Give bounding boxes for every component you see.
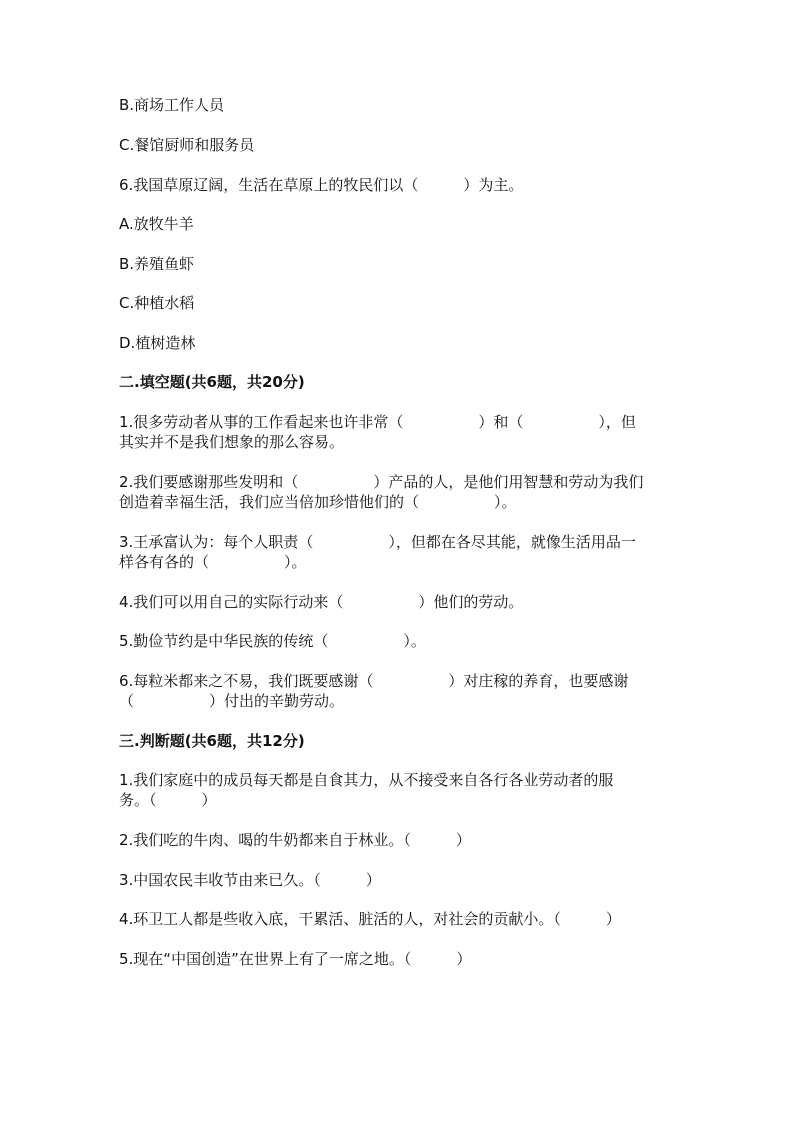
- option-5c: C.餐馆厨师和服务员: [119, 136, 255, 154]
- section-heading-true-false: 三.判断题(共6题，共12分): [119, 732, 305, 750]
- option-6c: C.种植水稻: [119, 294, 195, 312]
- fill-question-1-line-2: 其实并不是我们想象的那么容易。: [119, 433, 345, 451]
- tf-question-3: 3.中国农民丰收节由来已久。（ ）: [119, 871, 381, 889]
- tf-question-5: 5.现在“中国创造”在世界上有了一席之地。（ ）: [119, 950, 472, 968]
- option-6b: B.养殖鱼虾: [119, 255, 195, 273]
- fill-question-2-line-1: 2.我们要感谢那些发明和（ ）产品的人，是他们用智慧和劳动为我们: [119, 473, 644, 491]
- question-6: 6.我国草原辽阔，生活在草原上的牧民们以（ ）为主。: [119, 176, 524, 194]
- tf-question-2: 2.我们吃的牛肉、喝的牛奶都来自于林业。（ ）: [119, 831, 471, 849]
- tf-question-1-line-2: 务。（ ）: [119, 791, 217, 809]
- tf-question-4: 4.环卫工人都是些收入底，干累活、脏活的人，对社会的贡献小。（ ）: [119, 910, 621, 928]
- fill-question-3-line-2: 样各有各的（ ）。: [119, 553, 307, 571]
- fill-question-4: 4.我们可以用自己的实际行动来（ ）他们的劳动。: [119, 593, 524, 611]
- option-6d: D.植树造林: [119, 334, 196, 352]
- fill-question-2-line-2: 创造着幸福生活，我们应当倍加珍惜他们的（ ）。: [119, 493, 517, 511]
- fill-question-1-line-1: 1.很多劳动者从事的工作看起来也许非常（ ）和（ ），但: [119, 413, 636, 431]
- fill-question-6-line-1: 6.每粒米都来之不易，我们既要感谢（ ）对庄稼的养育，也要感谢: [119, 672, 629, 690]
- fill-question-3-line-1: 3.王承富认为：每个人职责（ ），但都在各尽其能，就像生活用品一: [119, 533, 636, 551]
- section-heading-fill-in: 二.填空题(共6题，共20分): [119, 373, 305, 391]
- fill-question-5: 5.勤俭节约是中华民族的传统（ ）。: [119, 632, 426, 650]
- option-6a: A.放牧牛羊: [119, 215, 194, 233]
- tf-question-1-line-1: 1.我们家庭中的成员每天都是自食其力，从不接受来自各行各业劳动者的服: [119, 771, 614, 789]
- fill-question-6-line-2: （ ）付出的辛勤劳动。: [119, 692, 345, 710]
- option-5b: B.商场工作人员: [119, 96, 225, 114]
